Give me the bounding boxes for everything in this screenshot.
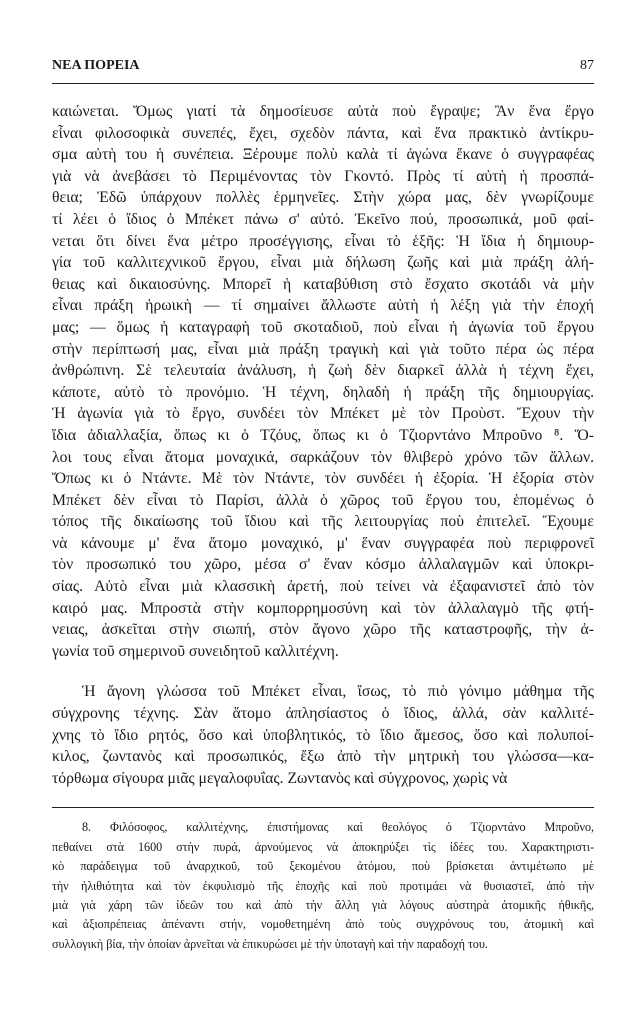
text-line: συλλογικὴ βία, τὴν ὁποίαν ἀρνεῖται νὰ ἐπικυρώσει μὲ τὴν ὑποταγὴ καὶ τὴν παραδοχή του.: [52, 936, 488, 951]
text-line: νὰ κάνουμε μ' ἕνα ἄτομο μοναχικό, μ' ἕναν συγγραφέα ποὺ περιφρονεῖ: [52, 534, 594, 552]
text-line: καιρό μας. Μπροστὰ στὴν κομπορρημοσύνη καὶ τὸν ἀλλαλαγμὸ τῆς φτή-: [52, 599, 594, 617]
text-line: τόπος τῆς δικαίωσης τοῦ ἴδιου καὶ τῆς λειτουργίας ποὺ ἐπιτελεῖ. Ἔχουμε: [52, 513, 594, 531]
text-line: ἴδια ἀδιαλλαξία, ὅπως κι ὁ Τζόυς, ὅπως κι ὁ Τζιορντάνο Μπροῦνο ⁸. Ὅ-: [52, 426, 594, 444]
text-line: ἀνθρώπινη. Σὲ τελευταία ἀνάλυση, ἡ ζωὴ δὲν διαρκεῖ ἀλλὰ ἡ τέχνη ἔχει,: [52, 362, 594, 380]
text-line: τὴν ἠλιθιότητα καὶ τὸν ἐκφυλισμὸ τῆς ἐποχῆς καὶ ποὺ προτιμάει νὰ θυσιαστεῖ, ἀπὸ τὴν: [52, 878, 594, 893]
text-line: λοι τους εἶναι ἄτομα μοναχικά, σαρκάζουν τὸν θλιβερὸ χρόνο τῶν ἄλλων.: [52, 448, 594, 466]
text-line: σύγχρονης τέχνης. Σὰν ἄτομο ἀπλησίαστος ὁ ἴδιος, ἀλλά, σὰν καλλιτέ-: [52, 705, 594, 723]
text-line: γιὰ νὰ ἀνεβάσει τὸ Περιμένοντας τὸν Γκοντό. Πρὸς τί αὐτὴ ἡ προσπά-: [52, 167, 594, 185]
book-page: [52, 58, 594, 954]
text-line: εἶναι φιλοσοφικὰ συνεπές, ἔχει, σχεδὸν πάντα, καὶ ἕνα πρακτικὸ ἀντίκρυ-: [52, 124, 594, 142]
text-line: κάποτε, αὐτὸ τὸ προνόμιο. Ἡ τέχνη, δηλαδὴ ἡ πράξη τῆς δημιουργίας.: [52, 383, 594, 401]
paragraph-2: [52, 681, 594, 789]
footnote-8: [52, 818, 594, 954]
text-line: Ὅπως κι ὁ Ντάντε. Μὲ τὸν Ντάντε, τὸν συνδέει ἡ ἐξορία. Ἡ ἐξορία στὸν: [52, 470, 594, 488]
paragraph-1: [52, 101, 594, 662]
text-line: νεται ὅτι δίνει ἕνα μέτρο προσέγγισης, εἶναι τὸ ἑξῆς: Ἡ ἴδια ἡ δημιουρ-: [52, 232, 594, 250]
text-line: μας; — ὅμως ἡ καταγραφὴ τοῦ σκοταδιοῦ, ποὺ εἶναι ἡ ἀγωνία τοῦ ἔργου: [52, 318, 594, 336]
footnote-rule: [52, 807, 594, 808]
paragraph-gap: [52, 662, 594, 681]
page-number: 87: [580, 58, 594, 73]
text-line: θεια; Ἐδῶ ὑπάρχουν πολλὲς ἑρμηνεῖες. Στὴν χώρα μας, δὲν γνωρίζουμε: [52, 189, 594, 207]
text-line: πεθαίνει στὰ 1600 στὴν πυρά, ἀρνούμενος νὰ ἀποκηρύξει τὶς ἰδέες του. Χαρακτηριστι-: [52, 839, 594, 854]
text-line: Μπέκετ δὲν εἶναι τὸ Παρίσι, ἀλλὰ ὁ χῶρος τοῦ ἔργου του, ἑπομένως ὁ: [52, 491, 594, 509]
text-line: στὴν περίπτωσή μας, εἶναι μιὰ πράξη τραγικὴ καὶ γιὰ τοῦτο πέρα ὡς πέρα: [52, 340, 594, 358]
text-line: χνης τὸ ἴδιο ρητός, ὅσο καὶ ὑποβλητικός, τὸ ἴδιο ἄμεσος, ὅσο καὶ πολυποί-: [52, 726, 594, 744]
text-line: μιὰ γιὰ χάρη τῶν ἰδεῶν του καὶ ἀπὸ τὴν ἄλλη γιὰ λόγους αὐστηρὰ ἀτομικῆς ἠθικῆς,: [52, 898, 594, 913]
text-line: Ἡ ἀγωνία γιὰ τὸ ἔργο, συνδέει τὸν Μπέκετ μὲ τὸν Προὺστ. Ἔχουν τὴν: [52, 405, 594, 423]
journal-title: ΝΕΑ ΠΟΡΕΙΑ: [52, 58, 140, 73]
text-line: Ἡ ἄγονη γλώσσα τοῦ Μπέκετ εἶναι, ἴσως, τὸ πιὸ γόνιμο μάθημα τῆς: [82, 683, 594, 701]
running-header: [52, 58, 594, 74]
text-line: γία τοῦ καλλιτεχνικοῦ ἔργου, εἶναι μιὰ δήλωση ζωῆς καὶ μιὰ πράξη ἀλή-: [52, 254, 594, 272]
header-rule: [52, 83, 594, 84]
text-line: νειας, ἀσκεῖται στὴν σιωπή, στὸν ἄγονο χῶρο τῆς καταστροφῆς, τὴν ἀ-: [52, 621, 594, 639]
text-line: σίας. Αὐτὸ εἶναι μιὰ κλασσικὴ ἀρετή, ποὺ τείνει νὰ ἐξαφανιστεῖ ἀπὸ τὸν: [52, 578, 594, 596]
text-line: σμα αὐτὴ του ἡ συνέπεια. Ξέρουμε πολὺ καλὰ τί ἀγώνα ἔκανε ὁ συγγραφέας: [52, 146, 594, 164]
text-line: τὸν προσωπικό του χῶρο, μέσα σ' ἕναν κόσμο ἀλλαλαγμῶν καὶ ὑποκρι-: [52, 556, 594, 574]
text-line: κιλος, ζωντανὸς καὶ προσωπικός, ἔξω ἀπὸ τὴν μητρικὴ του γλώσσα—κα-: [52, 748, 594, 766]
text-line: τί λέει ὁ ἴδιος ὁ Μπέκετ πάνω σ' αὐτό. Ἐκεῖνο πού, προσωπικά, μοῦ φαί-: [52, 210, 594, 228]
text-line: τόρθωμα σίγουρα μιᾶς μεγαλοφυΐας. Ζωντανὸς καὶ σύγχρονος, χωρὶς νὰ: [52, 769, 508, 787]
text-line: θειας καὶ δικαιοσύνης. Μπορεῖ ἡ καταβύθιση στὸ ἔσχατο σκοτάδι νὰ μὴν: [52, 275, 594, 293]
text-line: καὶ ἀξιοπρέπειας ἀπέναντι στήν, νομοθετημένη ἀπὸ τοὺς συγχρόνους του, ἀτομικὴ καὶ: [52, 917, 594, 932]
text-line: καιώνεται. Ὅμως γιατί τὰ δημοσίευσε αὐτὰ ποὺ ἔγραψε; Ἂν ἕνα ἔργο: [52, 103, 594, 120]
text-line: γωνία τοῦ σημερινοῦ συνειδητοῦ καλλιτέχνη.: [52, 642, 339, 660]
main-text: [52, 101, 594, 789]
text-line: κὸ παράδειγμα τοῦ ἀναρχικοῦ, τοῦ ξεκομένου ἀτόμου, ποὺ βρίσκεται ἀντιμέτωπο μὲ: [52, 859, 594, 874]
text-line: εἶναι πράξη ἡρωικὴ — τί σημαίνει ἄλλωστε αὐτὴ ἡ λέξη γιὰ τὴν ἐποχή: [52, 297, 594, 315]
text-line: 8. Φιλόσοφος, καλλιτέχνης, ἐπιστήμονας καὶ θεολόγος ὁ Τζιορντάνο Μπροῦνο,: [82, 820, 594, 835]
